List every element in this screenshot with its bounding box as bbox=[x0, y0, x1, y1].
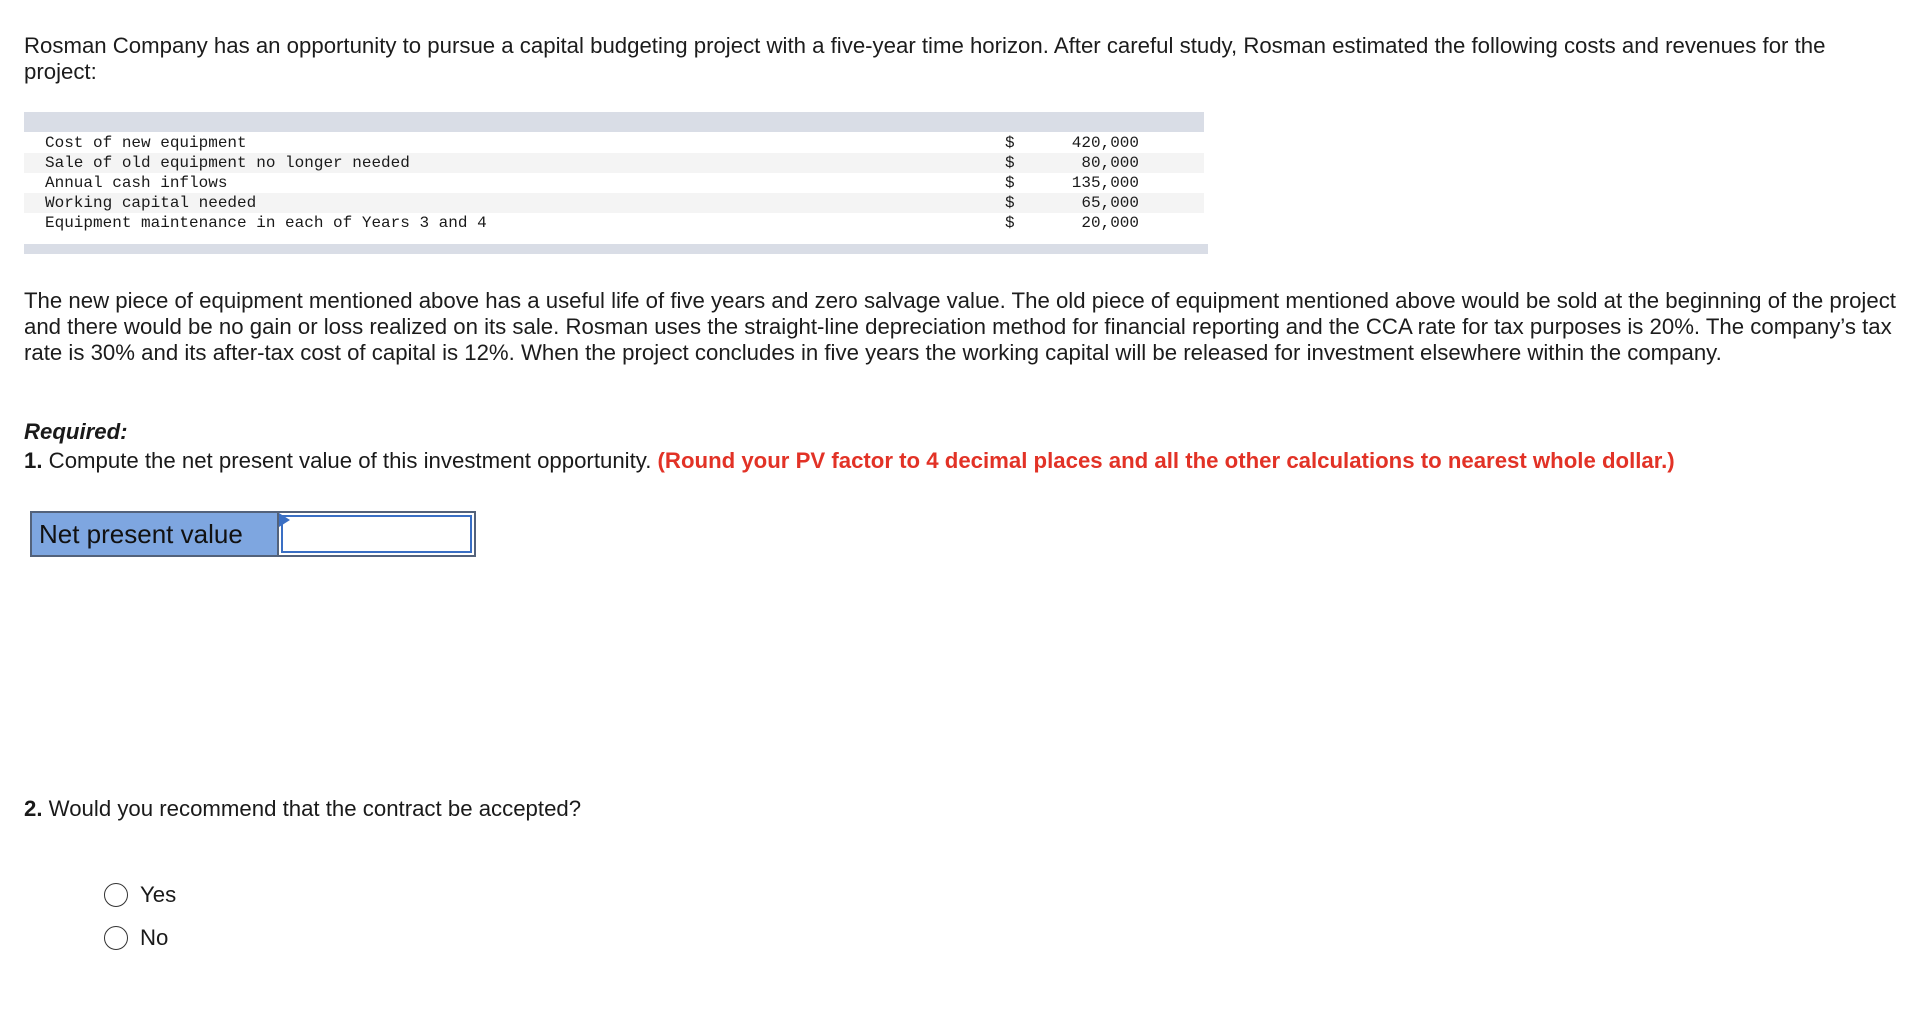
rounding-instruction: (Round your PV factor to 4 decimal places and all the other calculations to nearest whole dollar.) bbox=[657, 448, 1675, 473]
question-2-number: 2. bbox=[24, 796, 43, 821]
row-amount: 20,000 bbox=[1059, 213, 1139, 233]
details-paragraph: The new piece of equipment mentioned above has a useful life of five years and zero salvage value. The old piece of equipment mentioned above would be sold at the beginning of the project and there would be no gain or loss realized on its sale. Rosman uses the straight-line depreciation method for financial reporting and the CCA rate for tax purposes is 20%. The company’s tax rate is 30% and its after-tax cost of capital is 12%. When the project concludes in five years the working capital will be released for investment elsewhere within the company. bbox=[24, 288, 1896, 365]
row-currency: $ bbox=[1005, 173, 1059, 193]
question-1-text: Compute the net present value of this investment opportunity. bbox=[42, 448, 658, 473]
npv-input[interactable] bbox=[281, 515, 472, 553]
radio-option-yes[interactable] bbox=[104, 873, 176, 916]
row-currency: $ bbox=[1005, 213, 1059, 233]
row-amount: 80,000 bbox=[1059, 153, 1139, 173]
table-row bbox=[24, 193, 1204, 213]
table-footer-bar bbox=[24, 244, 1208, 254]
npv-label: Net present value bbox=[32, 513, 279, 555]
row-label: Annual cash inflows bbox=[24, 173, 1005, 193]
question-1-number: 1. bbox=[24, 448, 43, 473]
row-amount: 135,000 bbox=[1059, 173, 1139, 193]
recommendation-radio-group bbox=[104, 873, 176, 959]
table-row bbox=[24, 133, 1204, 153]
radio-label-yes: Yes bbox=[140, 881, 177, 907]
costs-revenues-table bbox=[24, 133, 1204, 233]
npv-input-cell bbox=[279, 513, 474, 555]
required-section bbox=[24, 419, 1675, 474]
input-marker-icon bbox=[279, 513, 290, 527]
radio-option-no[interactable] bbox=[104, 916, 176, 959]
question-1 bbox=[24, 448, 1675, 474]
question-page bbox=[24, 33, 1904, 950]
row-label: Cost of new equipment bbox=[24, 133, 1005, 153]
required-title: Required: bbox=[24, 419, 128, 444]
row-label: Working capital needed bbox=[24, 193, 1005, 213]
table-row bbox=[24, 173, 1204, 193]
row-label: Equipment maintenance in each of Years 3 and 4 bbox=[24, 213, 1005, 233]
row-currency: $ bbox=[1005, 193, 1059, 213]
table-row bbox=[24, 213, 1204, 233]
row-currency: $ bbox=[1005, 153, 1059, 173]
cost-data-table bbox=[24, 112, 1204, 254]
row-label: Sale of old equipment no longer needed bbox=[24, 153, 1005, 173]
intro-paragraph: Rosman Company has an opportunity to pursue a capital budgeting project with a five-year time horizon. After careful study, Rosman estimated the following costs and revenues for the project: bbox=[24, 33, 1826, 84]
radio-button-no[interactable] bbox=[104, 926, 128, 950]
question-2 bbox=[24, 796, 581, 822]
radio-button-yes[interactable] bbox=[104, 883, 128, 907]
table-row bbox=[24, 153, 1204, 173]
row-currency: $ bbox=[1005, 133, 1059, 153]
row-amount: 65,000 bbox=[1059, 193, 1139, 213]
npv-answer-row bbox=[30, 511, 476, 557]
table-header-bar bbox=[24, 112, 1204, 132]
row-amount: 420,000 bbox=[1059, 133, 1139, 153]
radio-label-no: No bbox=[140, 924, 169, 950]
question-2-text: Would you recommend that the contract be accepted? bbox=[42, 796, 582, 821]
